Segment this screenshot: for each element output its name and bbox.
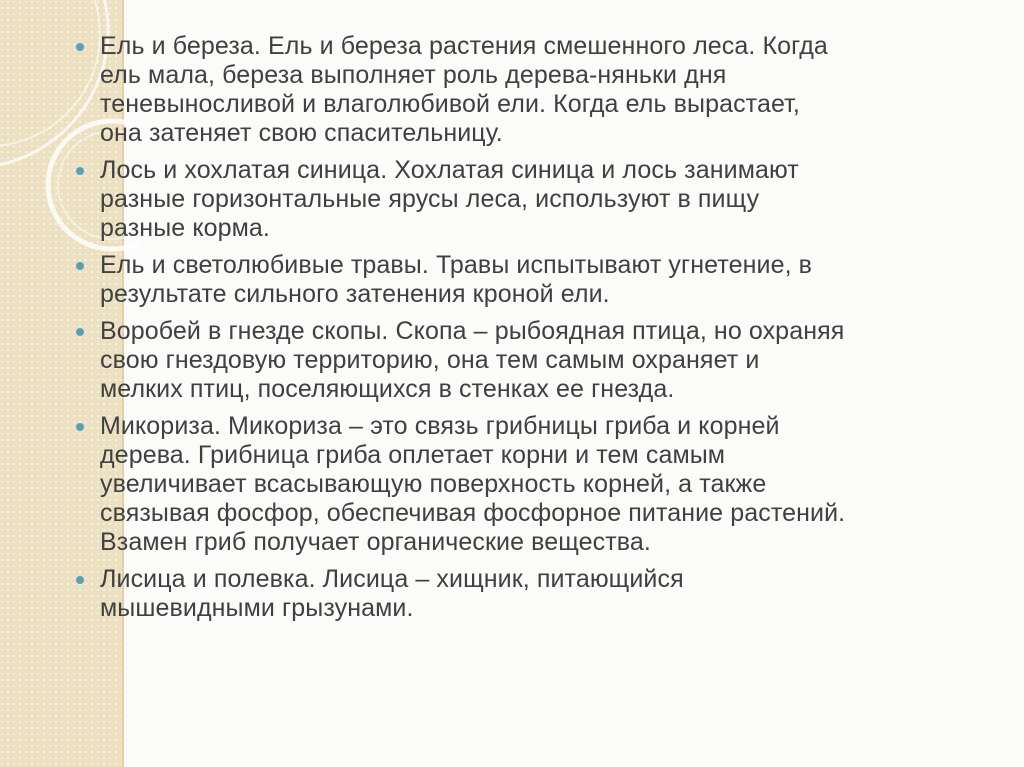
bullet-dot-icon (76, 423, 84, 431)
bullet-item (72, 32, 972, 148)
text-line: Воробей в гнезде скопы. Скопа – рыбоядная птица, но охраняя (100, 317, 845, 345)
text-line: увеличивает всасывающую поверхность корней, а также (100, 470, 767, 498)
text-line: теневыносливой и влаголюбивой ели. Когда ель вырастает, (100, 90, 800, 118)
bullet-item (72, 317, 972, 404)
text-line: разные горизонтальные ярусы леса, используют в пищу (100, 185, 760, 213)
text-line: Микориза. Микориза – это связь грибницы гриба и корней (100, 412, 780, 440)
text-line: ель мала, береза выполняет роль дерева-няньки дня (100, 61, 727, 89)
bullet-item (72, 412, 972, 557)
text-line: мелких птиц, поселяющихся в стенках ее гнезда. (100, 375, 675, 403)
text-line: Ель и береза. Ель и береза растения смешенного леса. Когда (100, 32, 828, 60)
bullet-item (72, 565, 972, 623)
text-line: мышевидными грызунами. (100, 594, 414, 622)
text-line: Ель и светолюбивые травы. Травы испытывают угнетение, в (100, 251, 813, 279)
bullet-item (72, 156, 972, 243)
bullet-item (72, 251, 972, 309)
text-line: Лисица и полевка. Лисица – хищник, питающийся (100, 565, 684, 593)
text-line: разные корма. (100, 214, 270, 242)
text-line: связывая фосфор, обеспечивая фосфорное питание растений. (100, 499, 846, 527)
text-line: результате сильного затенения кроной ели. (100, 280, 610, 308)
bullet-list (72, 32, 972, 623)
text-line: она затеняет свою спасительницу. (100, 119, 503, 147)
bullet-dot-icon (76, 167, 84, 175)
text-line: Взамен гриб получает органические вещества. (100, 528, 651, 556)
bullet-dot-icon (76, 328, 84, 336)
bullet-dot-icon (76, 43, 84, 51)
bullet-dot-icon (76, 262, 84, 270)
text-line: дерева. Грибница гриба оплетает корни и тем самым (100, 441, 726, 469)
bullet-dot-icon (76, 576, 84, 584)
slide-body (72, 32, 972, 631)
text-line: свою гнездовую территорию, она тем самым охраняет и (100, 346, 760, 374)
text-line: Лось и хохлатая синица. Хохлатая синица и лось занимают (100, 156, 799, 184)
